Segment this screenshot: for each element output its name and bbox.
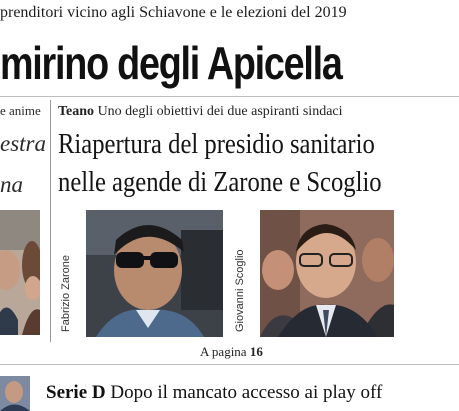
- photo-caption-scoglio: Giovanni Scoglio: [234, 249, 246, 332]
- next-article-text: Dopo il mancato accesso ai play off: [110, 382, 383, 403]
- page-reference: [200, 344, 263, 360]
- photo-zarone: [86, 210, 223, 337]
- headline-divider: [0, 96, 459, 97]
- photo-caption-zarone: Fabrizio Zarone: [60, 254, 72, 332]
- article-location: Teano: [58, 104, 95, 119]
- article-title-line-2: nelle agende di Zarone e Scoglio: [58, 167, 382, 198]
- kicker-line: prenditori vicino agli Schiavone e le elezioni del 2019: [0, 4, 347, 21]
- left-column-photo: [0, 210, 40, 335]
- photo-scoglio: [260, 210, 394, 337]
- article-subtitle: Uno degli obiettivi dei due aspiranti sindaci: [97, 104, 343, 119]
- next-article-rubric: Serie D: [46, 382, 106, 403]
- next-article-thumbnail: [0, 376, 30, 411]
- page-reference-prefix: A pagina: [200, 344, 247, 359]
- article-title-line-1: Riapertura del presidio sanitario: [58, 129, 375, 160]
- section-divider: [0, 364, 459, 365]
- left-column-italic-2: na: [0, 172, 23, 197]
- left-column-italic-1: estra: [0, 131, 46, 156]
- left-column-snippet: e anime: [0, 103, 41, 118]
- main-headline: mirino degli Apicella: [0, 37, 342, 89]
- article-rubric: [58, 104, 343, 120]
- page-reference-number: 16: [249, 344, 263, 359]
- next-article-headline: [46, 382, 382, 404]
- column-divider: [50, 100, 51, 342]
